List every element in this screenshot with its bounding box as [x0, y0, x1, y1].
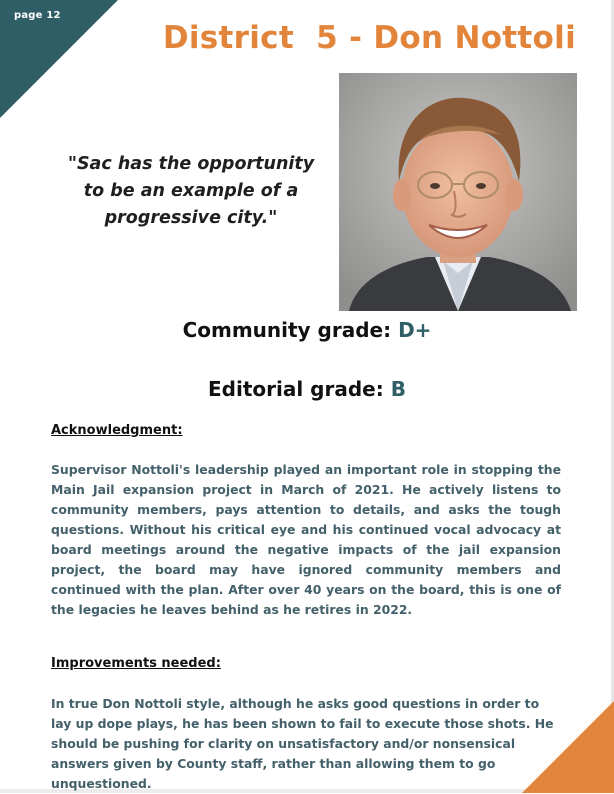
improvements-paragraph: In true Don Nottoli style, although he asks good questions in order to lay up dope plays, he has been shown to fail to execute those shots. He should be pushing for clarity on unsatisfactory and/or nonsensical answers given by County staff, rather than allowing them to go unquestioned. [51, 696, 554, 791]
editorial-grade-value: B [390, 377, 406, 401]
acknowledgment-heading: Acknowledgment: [51, 423, 183, 438]
portrait-photo [339, 73, 577, 311]
acknowledgment-paragraph: Supervisor Nottoli's leadership played an important role in stopping the Main Jail expansion project in March of 2021. He actively listens to community members, pays attention to details, and asks the tough questions. Without his critical eye and his continued vocal advocacy at board meetings around the negative impacts of the jail expansion project, the board may have ignored community members and continued with the plan. After over 40 years on the board, this is one of the legacies he leaves behind as he retires in 2022. [51, 462, 561, 617]
editorial-grade [0, 377, 614, 401]
page-number: page 12 [14, 10, 61, 21]
community-grade-value: D+ [398, 318, 432, 342]
community-grade [0, 318, 614, 342]
pull-quote: "Sac has the opportunity to be an example of a progressive city." [67, 154, 315, 228]
editorial-grade-label: Editorial grade: [208, 377, 384, 401]
community-grade-label: Community grade: [182, 318, 392, 342]
page-title: District 5 - Don Nottoli [162, 20, 576, 56]
improvements-heading: Improvements needed: [51, 656, 221, 671]
